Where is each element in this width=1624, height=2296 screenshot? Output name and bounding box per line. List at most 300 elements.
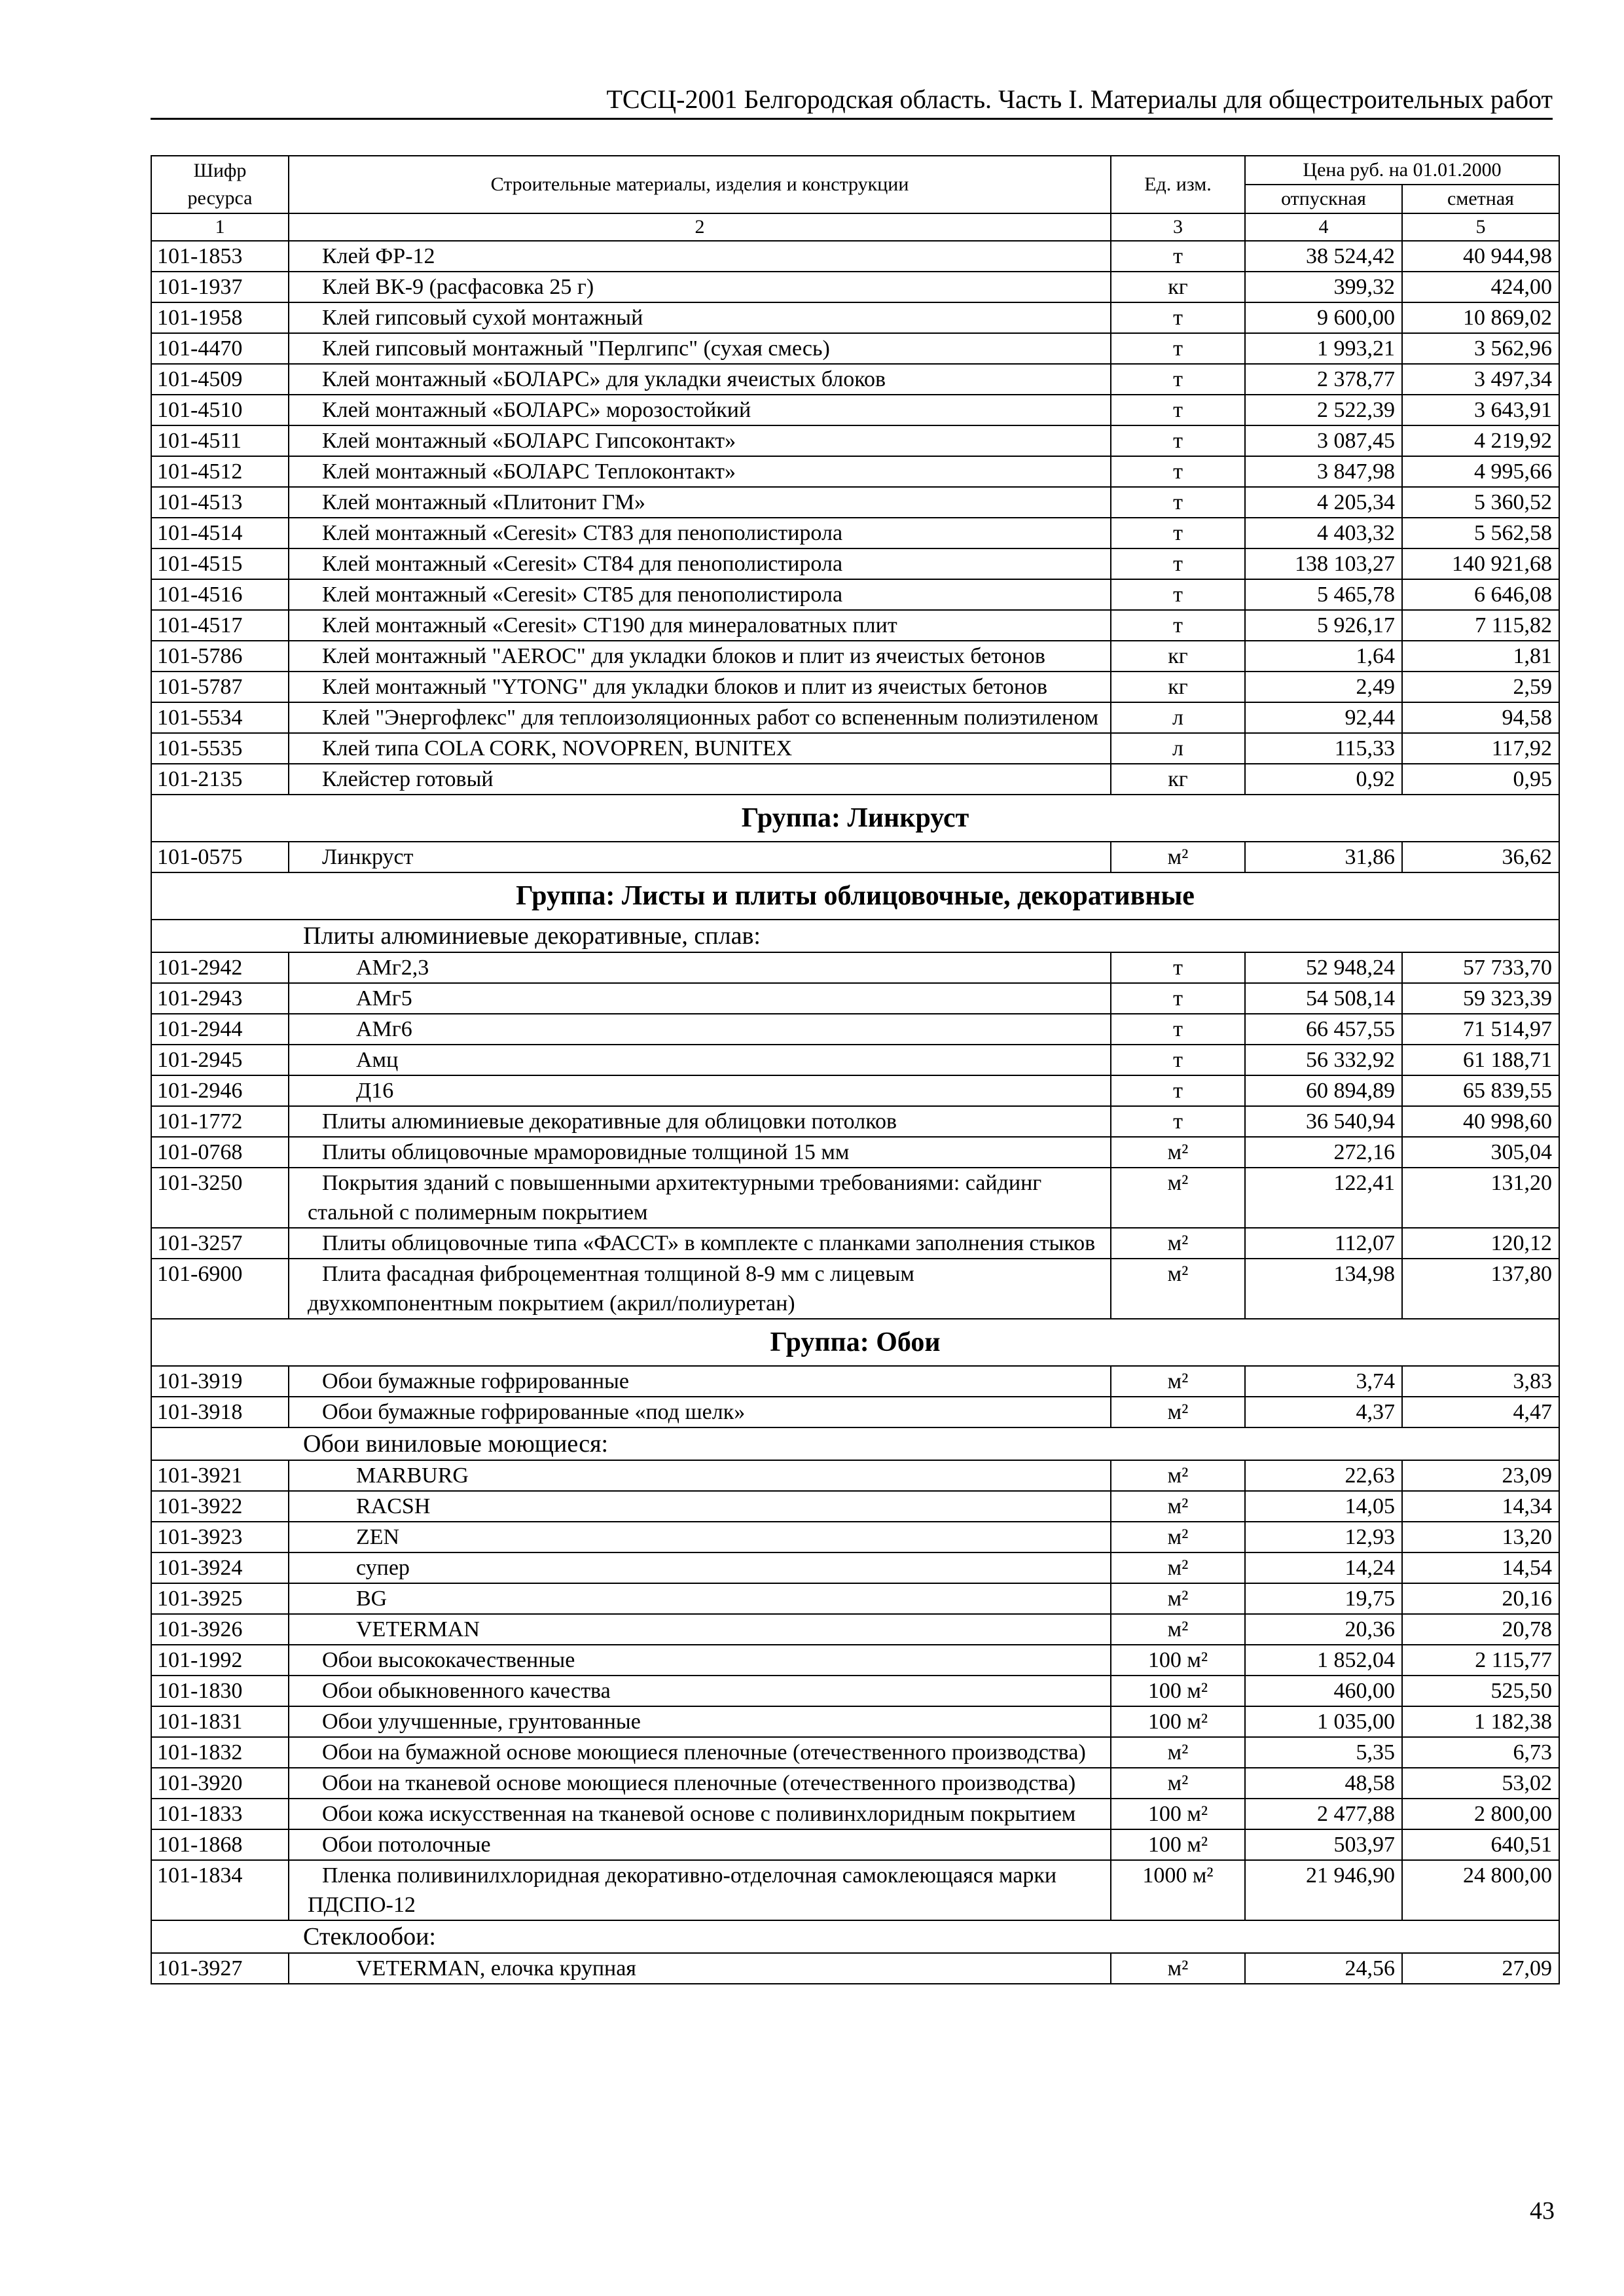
subgroup-code-cell	[151, 1920, 289, 1953]
unit-cell: т	[1111, 579, 1245, 610]
unit-cell: т	[1111, 1075, 1245, 1106]
resource-code-cell: 101-1831	[151, 1706, 289, 1737]
table-row	[151, 1228, 1559, 1259]
table-row	[151, 764, 1559, 795]
estimate-price-cell: 4,47	[1402, 1397, 1559, 1427]
estimate-price-cell: 2,59	[1402, 672, 1559, 702]
material-name-cell: Обои потолочные	[289, 1829, 1111, 1860]
material-name-cell: АМг5	[289, 983, 1111, 1014]
resource-code-cell: 101-3919	[151, 1366, 289, 1397]
release-price-cell: 60 894,89	[1245, 1075, 1402, 1106]
table-row	[151, 272, 1559, 302]
resource-code-cell: 101-3925	[151, 1583, 289, 1614]
material-name-cell: Обои на бумажной основе моющиеся пленочные (отечественного производства)	[289, 1737, 1111, 1768]
release-price-cell: 2 477,88	[1245, 1799, 1402, 1829]
estimate-price-cell: 59 323,39	[1402, 983, 1559, 1014]
release-price-cell: 38 524,42	[1245, 241, 1402, 272]
table-row	[151, 1829, 1559, 1860]
table-row	[151, 1737, 1559, 1768]
table-row	[151, 1460, 1559, 1491]
estimate-price-cell: 4 995,66	[1402, 456, 1559, 487]
table-row	[151, 842, 1559, 872]
resource-code-cell: 101-1834	[151, 1860, 289, 1920]
material-name-cell: Клей монтажный «Ceresit» CT85 для пенополистирола	[289, 579, 1111, 610]
table-row	[151, 1397, 1559, 1427]
resource-code-cell: 101-2945	[151, 1045, 289, 1075]
subgroup-header-row	[151, 1427, 1559, 1460]
release-price-cell: 3 087,45	[1245, 425, 1402, 456]
estimate-price-cell: 4 219,92	[1402, 425, 1559, 456]
unit-cell: 100 м²	[1111, 1706, 1245, 1737]
estimate-price-cell: 40 998,60	[1402, 1106, 1559, 1137]
group-header-row	[151, 1319, 1559, 1366]
resource-code-cell: 101-1772	[151, 1106, 289, 1137]
table-row	[151, 548, 1559, 579]
estimate-price-cell: 14,34	[1402, 1491, 1559, 1522]
estimate-price-cell: 13,20	[1402, 1522, 1559, 1552]
unit-cell: л	[1111, 733, 1245, 764]
resource-code-cell: 101-4516	[151, 579, 289, 610]
unit-cell: м²	[1111, 1491, 1245, 1522]
table-row	[151, 425, 1559, 456]
estimate-price-cell: 53,02	[1402, 1768, 1559, 1799]
resource-code-cell: 101-4509	[151, 364, 289, 395]
material-name-cell: Клей гипсовый монтажный "Перлгипс" (сухая смесь)	[289, 333, 1111, 364]
material-name-cell: Клей монтажный "AEROC" для укладки блоков и плит из ячеистых бетонов	[289, 641, 1111, 672]
material-name-cell: Плиты алюминиевые декоративные для облицовки потолков	[289, 1106, 1111, 1137]
header-estimate-price: сметная	[1402, 185, 1559, 213]
resource-code-cell: 101-4511	[151, 425, 289, 456]
table-row	[151, 733, 1559, 764]
material-name-cell: Клей монтажный "YTONG" для укладки блоков и плит из ячеистых бетонов	[289, 672, 1111, 702]
unit-cell: м²	[1111, 1397, 1245, 1427]
estimate-price-cell: 1 182,38	[1402, 1706, 1559, 1737]
table-row	[151, 1491, 1559, 1522]
estimate-price-cell: 3 643,91	[1402, 395, 1559, 425]
table-row	[151, 983, 1559, 1014]
material-name-cell: BG	[289, 1583, 1111, 1614]
resource-code-cell: 101-4515	[151, 548, 289, 579]
resource-code-cell: 101-6900	[151, 1259, 289, 1319]
estimate-price-cell: 131,20	[1402, 1168, 1559, 1228]
table-row	[151, 487, 1559, 518]
unit-cell: т	[1111, 983, 1245, 1014]
resource-code-cell: 101-4510	[151, 395, 289, 425]
material-name-cell: ZEN	[289, 1522, 1111, 1552]
material-name-cell: Клей монтажный «Ceresit» CT83 для пенополистирола	[289, 518, 1111, 548]
resource-code-cell: 101-2944	[151, 1014, 289, 1045]
table-row	[151, 610, 1559, 641]
release-price-cell: 503,97	[1245, 1829, 1402, 1860]
table-row	[151, 395, 1559, 425]
subgroup-code-cell	[151, 920, 289, 952]
group-header-row	[151, 795, 1559, 842]
resource-code-cell: 101-1992	[151, 1645, 289, 1676]
page-number: 43	[1530, 2197, 1555, 2225]
unit-cell: м²	[1111, 1953, 1245, 1984]
estimate-price-cell: 14,54	[1402, 1552, 1559, 1583]
estimate-price-cell: 7 115,82	[1402, 610, 1559, 641]
resource-code-cell: 101-3922	[151, 1491, 289, 1522]
estimate-price-cell: 6,73	[1402, 1737, 1559, 1768]
estimate-price-cell: 3,83	[1402, 1366, 1559, 1397]
resource-code-cell: 101-1958	[151, 302, 289, 333]
release-price-cell: 22,63	[1245, 1460, 1402, 1491]
material-name-cell: Обои обыкновенного качества	[289, 1676, 1111, 1706]
material-name-cell: Клей монтажный «БОЛАРС Теплоконтакт»	[289, 456, 1111, 487]
release-price-cell: 4 403,32	[1245, 518, 1402, 548]
release-price-cell: 4,37	[1245, 1397, 1402, 1427]
column-number-row	[151, 213, 1559, 241]
material-name-cell: Клей типа COLA CORK, NOVOPREN, BUNITEX	[289, 733, 1111, 764]
table-row	[151, 518, 1559, 548]
price-table	[151, 155, 1560, 1984]
material-name-cell: Обои кожа искусственная на тканевой основе с поливинхлоридным покрытием	[289, 1799, 1111, 1829]
table-row	[151, 952, 1559, 983]
table-row	[151, 1552, 1559, 1583]
unit-cell: кг	[1111, 641, 1245, 672]
subgroup-header-row	[151, 920, 1559, 952]
estimate-price-cell: 117,92	[1402, 733, 1559, 764]
material-name-cell: АМг6	[289, 1014, 1111, 1045]
material-name-cell: Плиты облицовочные мраморовидные толщиной 15 мм	[289, 1137, 1111, 1168]
unit-cell: т	[1111, 518, 1245, 548]
resource-code-cell: 101-5787	[151, 672, 289, 702]
material-name-cell: Клейстер готовый	[289, 764, 1111, 795]
unit-cell: т	[1111, 1045, 1245, 1075]
estimate-price-cell: 36,62	[1402, 842, 1559, 872]
material-name-cell: Обои бумажные гофрированные «под шелк»	[289, 1397, 1111, 1427]
table-row	[151, 302, 1559, 333]
release-price-cell: 2,49	[1245, 672, 1402, 702]
resource-code-cell: 101-5786	[151, 641, 289, 672]
table-row	[151, 672, 1559, 702]
unit-cell: т	[1111, 610, 1245, 641]
table-row	[151, 1137, 1559, 1168]
subgroup-code-cell	[151, 1427, 289, 1460]
unit-cell: м²	[1111, 1614, 1245, 1645]
unit-cell: т	[1111, 952, 1245, 983]
material-name-cell: Клей ВК-9 (расфасовка 25 г)	[289, 272, 1111, 302]
unit-cell: 100 м²	[1111, 1829, 1245, 1860]
release-price-cell: 48,58	[1245, 1768, 1402, 1799]
material-name-cell: Обои бумажные гофрированные	[289, 1366, 1111, 1397]
resource-code-cell: 101-0575	[151, 842, 289, 872]
unit-cell: м²	[1111, 1460, 1245, 1491]
table-row	[151, 1168, 1559, 1228]
material-name-cell: Обои на тканевой основе моющиеся пленочные (отечественного производства)	[289, 1768, 1111, 1799]
release-price-cell: 21 946,90	[1245, 1860, 1402, 1920]
release-price-cell: 9 600,00	[1245, 302, 1402, 333]
estimate-price-cell: 94,58	[1402, 702, 1559, 733]
table-row	[151, 579, 1559, 610]
estimate-price-cell: 61 188,71	[1402, 1045, 1559, 1075]
material-name-cell: Плиты облицовочные типа «ФАССТ» в комплекте с планками заполнения стыков	[289, 1228, 1111, 1259]
unit-cell: кг	[1111, 764, 1245, 795]
material-name-cell: Клей "Энергофлекс" для теплоизоляционных работ со вспененным полиэтиленом	[289, 702, 1111, 733]
material-name-cell: Клей монтажный «Ceresit» CT190 для минераловатных плит	[289, 610, 1111, 641]
release-price-cell: 52 948,24	[1245, 952, 1402, 983]
material-name-cell: MARBURG	[289, 1460, 1111, 1491]
material-name-cell: VETERMAN	[289, 1614, 1111, 1645]
table-row	[151, 1953, 1559, 1984]
unit-cell: т	[1111, 1014, 1245, 1045]
material-name-cell: RACSH	[289, 1491, 1111, 1522]
release-price-cell: 134,98	[1245, 1259, 1402, 1319]
header-release-price: отпускная	[1245, 185, 1402, 213]
material-name-cell: Линкруст	[289, 842, 1111, 872]
subgroup-title: Стеклообои:	[289, 1920, 1559, 1953]
release-price-cell: 20,36	[1245, 1614, 1402, 1645]
header-code: Шифр ресурса	[151, 156, 289, 213]
release-price-cell: 112,07	[1245, 1228, 1402, 1259]
column-number: 5	[1402, 213, 1559, 241]
release-price-cell: 56 332,92	[1245, 1045, 1402, 1075]
release-price-cell: 31,86	[1245, 842, 1402, 872]
release-price-cell: 272,16	[1245, 1137, 1402, 1168]
unit-cell: т	[1111, 425, 1245, 456]
column-number: 4	[1245, 213, 1402, 241]
material-name-cell: Покрытия зданий с повышенными архитектурными требованиями: сайдинг стальной с полимерным покрытием	[289, 1168, 1111, 1228]
release-price-cell: 5,35	[1245, 1737, 1402, 1768]
resource-code-cell: 101-4517	[151, 610, 289, 641]
unit-cell: м²	[1111, 1768, 1245, 1799]
page-header	[151, 84, 1553, 120]
unit-cell: кг	[1111, 272, 1245, 302]
release-price-cell: 5 465,78	[1245, 579, 1402, 610]
table-row	[151, 1676, 1559, 1706]
resource-code-cell: 101-2942	[151, 952, 289, 983]
release-price-cell: 54 508,14	[1245, 983, 1402, 1014]
estimate-price-cell: 71 514,97	[1402, 1014, 1559, 1045]
table-row	[151, 333, 1559, 364]
resource-code-cell: 101-3921	[151, 1460, 289, 1491]
material-name-cell: Клей ФР-12	[289, 241, 1111, 272]
release-price-cell: 399,32	[1245, 272, 1402, 302]
estimate-price-cell: 5 360,52	[1402, 487, 1559, 518]
release-price-cell: 115,33	[1245, 733, 1402, 764]
material-name-cell: Д16	[289, 1075, 1111, 1106]
unit-cell: т	[1111, 333, 1245, 364]
estimate-price-cell: 20,16	[1402, 1583, 1559, 1614]
unit-cell: м²	[1111, 1137, 1245, 1168]
release-price-cell: 3,74	[1245, 1366, 1402, 1397]
unit-cell: м²	[1111, 1259, 1245, 1319]
estimate-price-cell: 140 921,68	[1402, 548, 1559, 579]
table-row	[151, 1614, 1559, 1645]
release-price-cell: 24,56	[1245, 1953, 1402, 1984]
estimate-price-cell: 0,95	[1402, 764, 1559, 795]
resource-code-cell: 101-1868	[151, 1829, 289, 1860]
estimate-price-cell: 23,09	[1402, 1460, 1559, 1491]
resource-code-cell: 101-1853	[151, 241, 289, 272]
table-row	[151, 702, 1559, 733]
page-title: ТССЦ-2001 Белгородская область. Часть I. Материалы для общестроительных работ	[606, 84, 1553, 114]
subgroup-title: Обои виниловые моющиеся:	[289, 1427, 1559, 1460]
release-price-cell: 1 993,21	[1245, 333, 1402, 364]
estimate-price-cell: 424,00	[1402, 272, 1559, 302]
table-row	[151, 1860, 1559, 1920]
estimate-price-cell: 65 839,55	[1402, 1075, 1559, 1106]
resource-code-cell: 101-1937	[151, 272, 289, 302]
material-name-cell: Амц	[289, 1045, 1111, 1075]
column-number: 1	[151, 213, 289, 241]
estimate-price-cell: 305,04	[1402, 1137, 1559, 1168]
estimate-price-cell: 640,51	[1402, 1829, 1559, 1860]
resource-code-cell: 101-4512	[151, 456, 289, 487]
material-name-cell: Обои высококачественные	[289, 1645, 1111, 1676]
unit-cell: 100 м²	[1111, 1676, 1245, 1706]
estimate-price-cell: 27,09	[1402, 1953, 1559, 1984]
table-body	[151, 241, 1559, 1984]
resource-code-cell: 101-3250	[151, 1168, 289, 1228]
release-price-cell: 2 378,77	[1245, 364, 1402, 395]
unit-cell: м²	[1111, 1552, 1245, 1583]
estimate-price-cell: 24 800,00	[1402, 1860, 1559, 1920]
release-price-cell: 0,92	[1245, 764, 1402, 795]
table-row	[151, 241, 1559, 272]
table-row	[151, 1075, 1559, 1106]
estimate-price-cell: 3 562,96	[1402, 333, 1559, 364]
unit-cell: т	[1111, 548, 1245, 579]
resource-code-cell: 101-3927	[151, 1953, 289, 1984]
table-row	[151, 1366, 1559, 1397]
resource-code-cell: 101-5534	[151, 702, 289, 733]
unit-cell: 1000 м²	[1111, 1860, 1245, 1920]
material-name-cell: Клей монтажный «Плитонит ГМ»	[289, 487, 1111, 518]
table-row	[151, 1583, 1559, 1614]
release-price-cell: 4 205,34	[1245, 487, 1402, 518]
release-price-cell: 12,93	[1245, 1522, 1402, 1552]
unit-cell: кг	[1111, 672, 1245, 702]
resource-code-cell: 101-4513	[151, 487, 289, 518]
unit-cell: т	[1111, 395, 1245, 425]
estimate-price-cell: 5 562,58	[1402, 518, 1559, 548]
material-name-cell: супер	[289, 1552, 1111, 1583]
resource-code-cell: 101-2943	[151, 983, 289, 1014]
unit-cell: л	[1111, 702, 1245, 733]
release-price-cell: 92,44	[1245, 702, 1402, 733]
unit-cell: т	[1111, 302, 1245, 333]
unit-cell: м²	[1111, 842, 1245, 872]
estimate-price-cell: 10 869,02	[1402, 302, 1559, 333]
column-number: 2	[289, 213, 1111, 241]
header-name: Строительные материалы, изделия и конструкции	[289, 156, 1111, 213]
release-price-cell: 460,00	[1245, 1676, 1402, 1706]
unit-cell: т	[1111, 456, 1245, 487]
estimate-price-cell: 120,12	[1402, 1228, 1559, 1259]
header-unit: Ед. изм.	[1111, 156, 1245, 213]
table-row	[151, 456, 1559, 487]
estimate-price-cell: 137,80	[1402, 1259, 1559, 1319]
unit-cell: т	[1111, 1106, 1245, 1137]
release-price-cell: 2 522,39	[1245, 395, 1402, 425]
subgroup-title: Плиты алюминиевые декоративные, сплав:	[289, 920, 1559, 952]
unit-cell: т	[1111, 487, 1245, 518]
release-price-cell: 36 540,94	[1245, 1106, 1402, 1137]
group-title: Группа: Линкруст	[151, 795, 1559, 842]
material-name-cell: Клей монтажный «БОЛАРС» морозостойкий	[289, 395, 1111, 425]
table-row	[151, 641, 1559, 672]
resource-code-cell: 101-3926	[151, 1614, 289, 1645]
table-row	[151, 1522, 1559, 1552]
resource-code-cell: 101-3924	[151, 1552, 289, 1583]
column-number: 3	[1111, 213, 1245, 241]
header-price-group: Цена руб. на 01.01.2000	[1245, 156, 1559, 185]
group-header-row	[151, 872, 1559, 920]
release-price-cell: 1 852,04	[1245, 1645, 1402, 1676]
estimate-price-cell: 57 733,70	[1402, 952, 1559, 983]
release-price-cell: 66 457,55	[1245, 1014, 1402, 1045]
estimate-price-cell: 20,78	[1402, 1614, 1559, 1645]
resource-code-cell: 101-1832	[151, 1737, 289, 1768]
table-row	[151, 1045, 1559, 1075]
unit-cell: м²	[1111, 1168, 1245, 1228]
estimate-price-cell: 1,81	[1402, 641, 1559, 672]
unit-cell: т	[1111, 364, 1245, 395]
table-row	[151, 1768, 1559, 1799]
resource-code-cell: 101-2135	[151, 764, 289, 795]
release-price-cell: 14,24	[1245, 1552, 1402, 1583]
table-row	[151, 1706, 1559, 1737]
material-name-cell: Пленка поливинилхлоридная декоративно-отделочная самоклеющаяся марки ПДСПО-12	[289, 1860, 1111, 1920]
release-price-cell: 3 847,98	[1245, 456, 1402, 487]
table-row	[151, 1645, 1559, 1676]
table-row	[151, 1799, 1559, 1829]
table-row	[151, 1106, 1559, 1137]
unit-cell: м²	[1111, 1583, 1245, 1614]
release-price-cell: 1 035,00	[1245, 1706, 1402, 1737]
release-price-cell: 138 103,27	[1245, 548, 1402, 579]
material-name-cell: Клей монтажный «БОЛАРС» для укладки ячеистых блоков	[289, 364, 1111, 395]
resource-code-cell: 101-1830	[151, 1676, 289, 1706]
material-name-cell: VETERMAN, елочка крупная	[289, 1953, 1111, 1984]
estimate-price-cell: 2 800,00	[1402, 1799, 1559, 1829]
unit-cell: 100 м²	[1111, 1799, 1245, 1829]
release-price-cell: 5 926,17	[1245, 610, 1402, 641]
release-price-cell: 19,75	[1245, 1583, 1402, 1614]
subgroup-header-row	[151, 1920, 1559, 1953]
resource-code-cell: 101-3920	[151, 1768, 289, 1799]
resource-code-cell: 101-3923	[151, 1522, 289, 1552]
estimate-price-cell: 40 944,98	[1402, 241, 1559, 272]
estimate-price-cell: 525,50	[1402, 1676, 1559, 1706]
group-title: Группа: Листы и плиты облицовочные, декоративные	[151, 872, 1559, 920]
resource-code-cell: 101-3918	[151, 1397, 289, 1427]
resource-code-cell: 101-4470	[151, 333, 289, 364]
resource-code-cell: 101-0768	[151, 1137, 289, 1168]
resource-code-cell: 101-3257	[151, 1228, 289, 1259]
unit-cell: м²	[1111, 1366, 1245, 1397]
group-title: Группа: Обои	[151, 1319, 1559, 1366]
table-row	[151, 1014, 1559, 1045]
material-name-cell: АМг2,3	[289, 952, 1111, 983]
estimate-price-cell: 2 115,77	[1402, 1645, 1559, 1676]
release-price-cell: 14,05	[1245, 1491, 1402, 1522]
resource-code-cell: 101-1833	[151, 1799, 289, 1829]
unit-cell: т	[1111, 241, 1245, 272]
unit-cell: 100 м²	[1111, 1645, 1245, 1676]
resource-code-cell: 101-2946	[151, 1075, 289, 1106]
resource-code-cell: 101-4514	[151, 518, 289, 548]
unit-cell: м²	[1111, 1737, 1245, 1768]
price-table-container	[151, 155, 1559, 1984]
estimate-price-cell: 3 497,34	[1402, 364, 1559, 395]
estimate-price-cell: 6 646,08	[1402, 579, 1559, 610]
table-row	[151, 1259, 1559, 1319]
table-row	[151, 364, 1559, 395]
unit-cell: м²	[1111, 1522, 1245, 1552]
